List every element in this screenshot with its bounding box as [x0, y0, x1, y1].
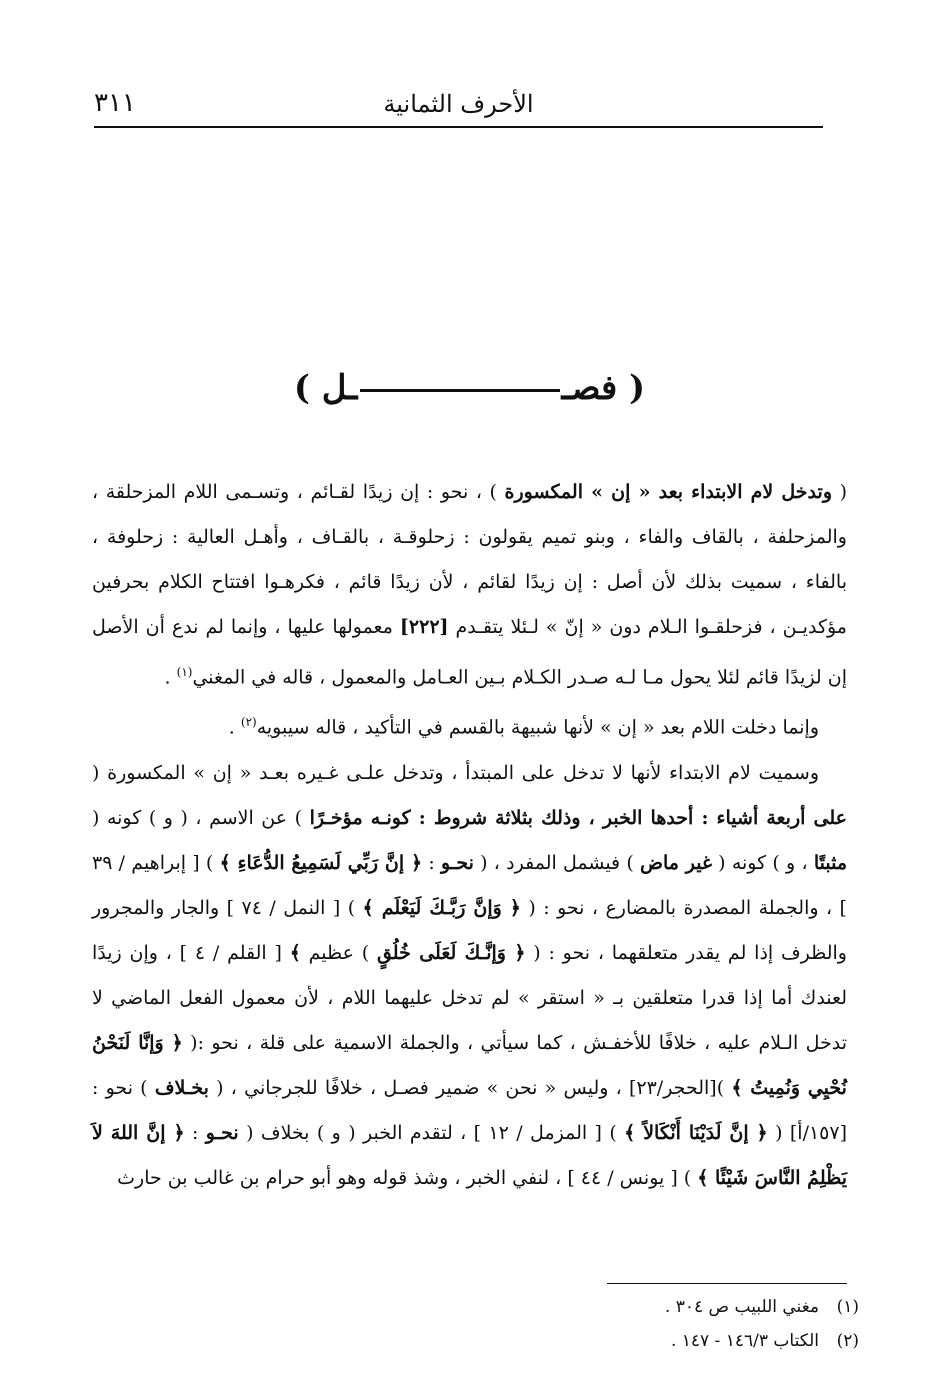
p1-open: ( — [832, 481, 847, 503]
quran-quote-naml: ﴿ وَإنَّ رَبَّـكَ لَيَعْلَم ﴾ — [362, 896, 521, 919]
p1-folio-ref: [٢٢٢] — [399, 616, 449, 638]
running-title: الأحرف الثمانية — [383, 90, 534, 118]
p3-t12: ) [ المزمل / ١٢ ] ، لتقدم الخبر ( و ) بخلاف ( — [238, 1121, 625, 1144]
p3-b1: على أربعة أشياء : أحدها الخبر ، وذلك بثلاثة شروط : كونـه مؤخـرًا — [309, 806, 847, 829]
section-kashida-bar — [360, 389, 560, 392]
footnote-2-text: الكتاب ١٤٦/٣ - ١٤٧ . — [670, 1331, 819, 1351]
footnote-separator — [607, 1283, 847, 1284]
p3-t8: ) عظيم — [300, 941, 377, 964]
p3-t6: ) [ إبراهيم / ٣٩ ] ، والجملة المصدرة بالمضارع ، نحو : ( — [92, 851, 847, 919]
quran-quote-yunus: ﴿ إنَّ اللهَ لاَ يَظْلِمُ النَّاسَ شَيْئًا ﴾ — [92, 1121, 847, 1189]
p3-t2: ) عن الاسم ، ( و ) كونه ( — [92, 806, 310, 829]
p3-b10: بخـلاف — [154, 1076, 209, 1099]
p3-b3: غير ماض — [640, 851, 712, 874]
section-close-paren: ) — [293, 368, 310, 408]
paragraph-3 — [92, 751, 847, 1201]
footnote-1-text: مغني اللبيب ص ٣٠٤ . — [664, 1297, 819, 1317]
page-number: ٣١١ — [94, 88, 136, 118]
footnote-1-number: (١) — [836, 1297, 859, 1317]
p3-b12: نحـو — [205, 1121, 239, 1144]
p1-end: . — [164, 666, 177, 689]
p1-bold-1: وتدخل لام الابتداء بعد « إن » المكسورة — [504, 481, 832, 503]
footnote-ref-2[interactable]: (٢) — [240, 715, 257, 730]
footnotes — [665, 1290, 859, 1358]
section-heading — [0, 368, 939, 408]
p2-end: . — [228, 716, 241, 739]
p2-text: وإنما دخلت اللام بعد « إن » لأنها شبيهة بالقسم في التأكيد ، قاله سيبويه — [256, 716, 819, 739]
p3-b4: نحـو — [440, 851, 474, 874]
p3-t14: ) [ يونس / ٤٤ ] ، لنفي الخبر ، وشذ قوله وهو أبو حرام بن غالب بن حارث — [117, 1166, 698, 1189]
section-open-paren: ( — [629, 368, 646, 408]
p3-t9: [ القلم / ٤ ] ، وإن زيدًا لعندك أما إذا قدرا متعلقين بـ « استقر » لم تدخل عليهما اللام ، لأن معمول الفعل الماضي لا تدخل الـلام عليه ، خلافًا للأخفـش ، كما سيأتي ، والجملة الاسمية على قلة ، نحو :( — [92, 941, 847, 1054]
p1-text-2: معمولها عليها ، وإنما لم ندع أن الأصل إن لزيدًا قائم لئلا يحول مـا لـه صـدر الكـلام بـين العـامل والمعمول ، قاله في المغني — [92, 616, 847, 689]
p3-t13: : — [184, 1121, 206, 1144]
paragraph-1 — [92, 470, 847, 700]
p3-b8: ﴾ — [289, 941, 301, 964]
p1-text-1: ) ، نحو : إن زيدًا لقـائم ، وتسـمى اللام المزحلقة ، والمزحلفة ، بالقاف والفاء ، وبنو تميم يقولون : زحلوقـة ، بالقـاف ، وأهـل العالية : زحلوفة ، بالفاء ، سميت بذلك لأن أصل : إن زيدًا لقائم ، لأن زيدًا قائم ، فكرهـوا افتتاح الكلام بحرفين مؤكديـن ، فزحلقـوا الـلام دون « إنّ » لـئلا يتقـدم — [92, 481, 847, 638]
quran-quote-qalam: ﴿ وَإنَّـكَ لَعَلَى خُلُقٍ — [376, 941, 526, 964]
p3-t4: ) فيشمل المفرد ، ( — [473, 851, 641, 874]
quran-quote-muzzammil: ﴿ إنَّ لَدَيْنَا أَنْكَالاً ﴾ — [624, 1121, 768, 1144]
p3-t7: ) [ النمل / ٧٤ ] والجار والمجرور والظرف إذا لم يقدر متعلقهما ، نحو : ( — [92, 896, 847, 964]
paragraph-2 — [92, 700, 847, 750]
section-word-start: فصـ — [561, 368, 618, 408]
p3-t3: ، و ) كونه ( — [711, 851, 814, 874]
page-header — [94, 84, 823, 128]
footnote-2-number: (٢) — [836, 1331, 859, 1351]
p3-b2: مثبتًا — [813, 851, 847, 874]
footnote-ref-1[interactable]: (١) — [176, 665, 193, 679]
quran-quote-hijr: ﴿ وَإنَّا لَنَحْنُ نُحْيِي وَنُمِيتُ ﴾ — [92, 1031, 847, 1099]
footnote-2 — [665, 1324, 859, 1358]
p3-t1: وسميت لام الابتداء لأنها لا تدخل على المبتدأ ، وتدخل علـى غـيره بعـد « إن » المكسورة ( — [92, 761, 819, 784]
p3-t11: ) نحو : [١٥٧/أ] ( — [92, 1076, 848, 1144]
p3-t10: )[الحجر/٢٣] ، وليس « نحن » ضمير فصـل ، خلافًا للجرجاني ، ( — [208, 1076, 732, 1099]
main-text — [92, 470, 847, 1201]
quran-quote-ibrahim: ﴿ إنَّ رَبِّي لَسَمِيعُ الدُّعَاءِ ﴾ — [219, 851, 423, 874]
footnote-1 — [665, 1290, 859, 1324]
section-word-end: ـل — [321, 368, 358, 408]
p3-t5: : — [422, 851, 441, 874]
